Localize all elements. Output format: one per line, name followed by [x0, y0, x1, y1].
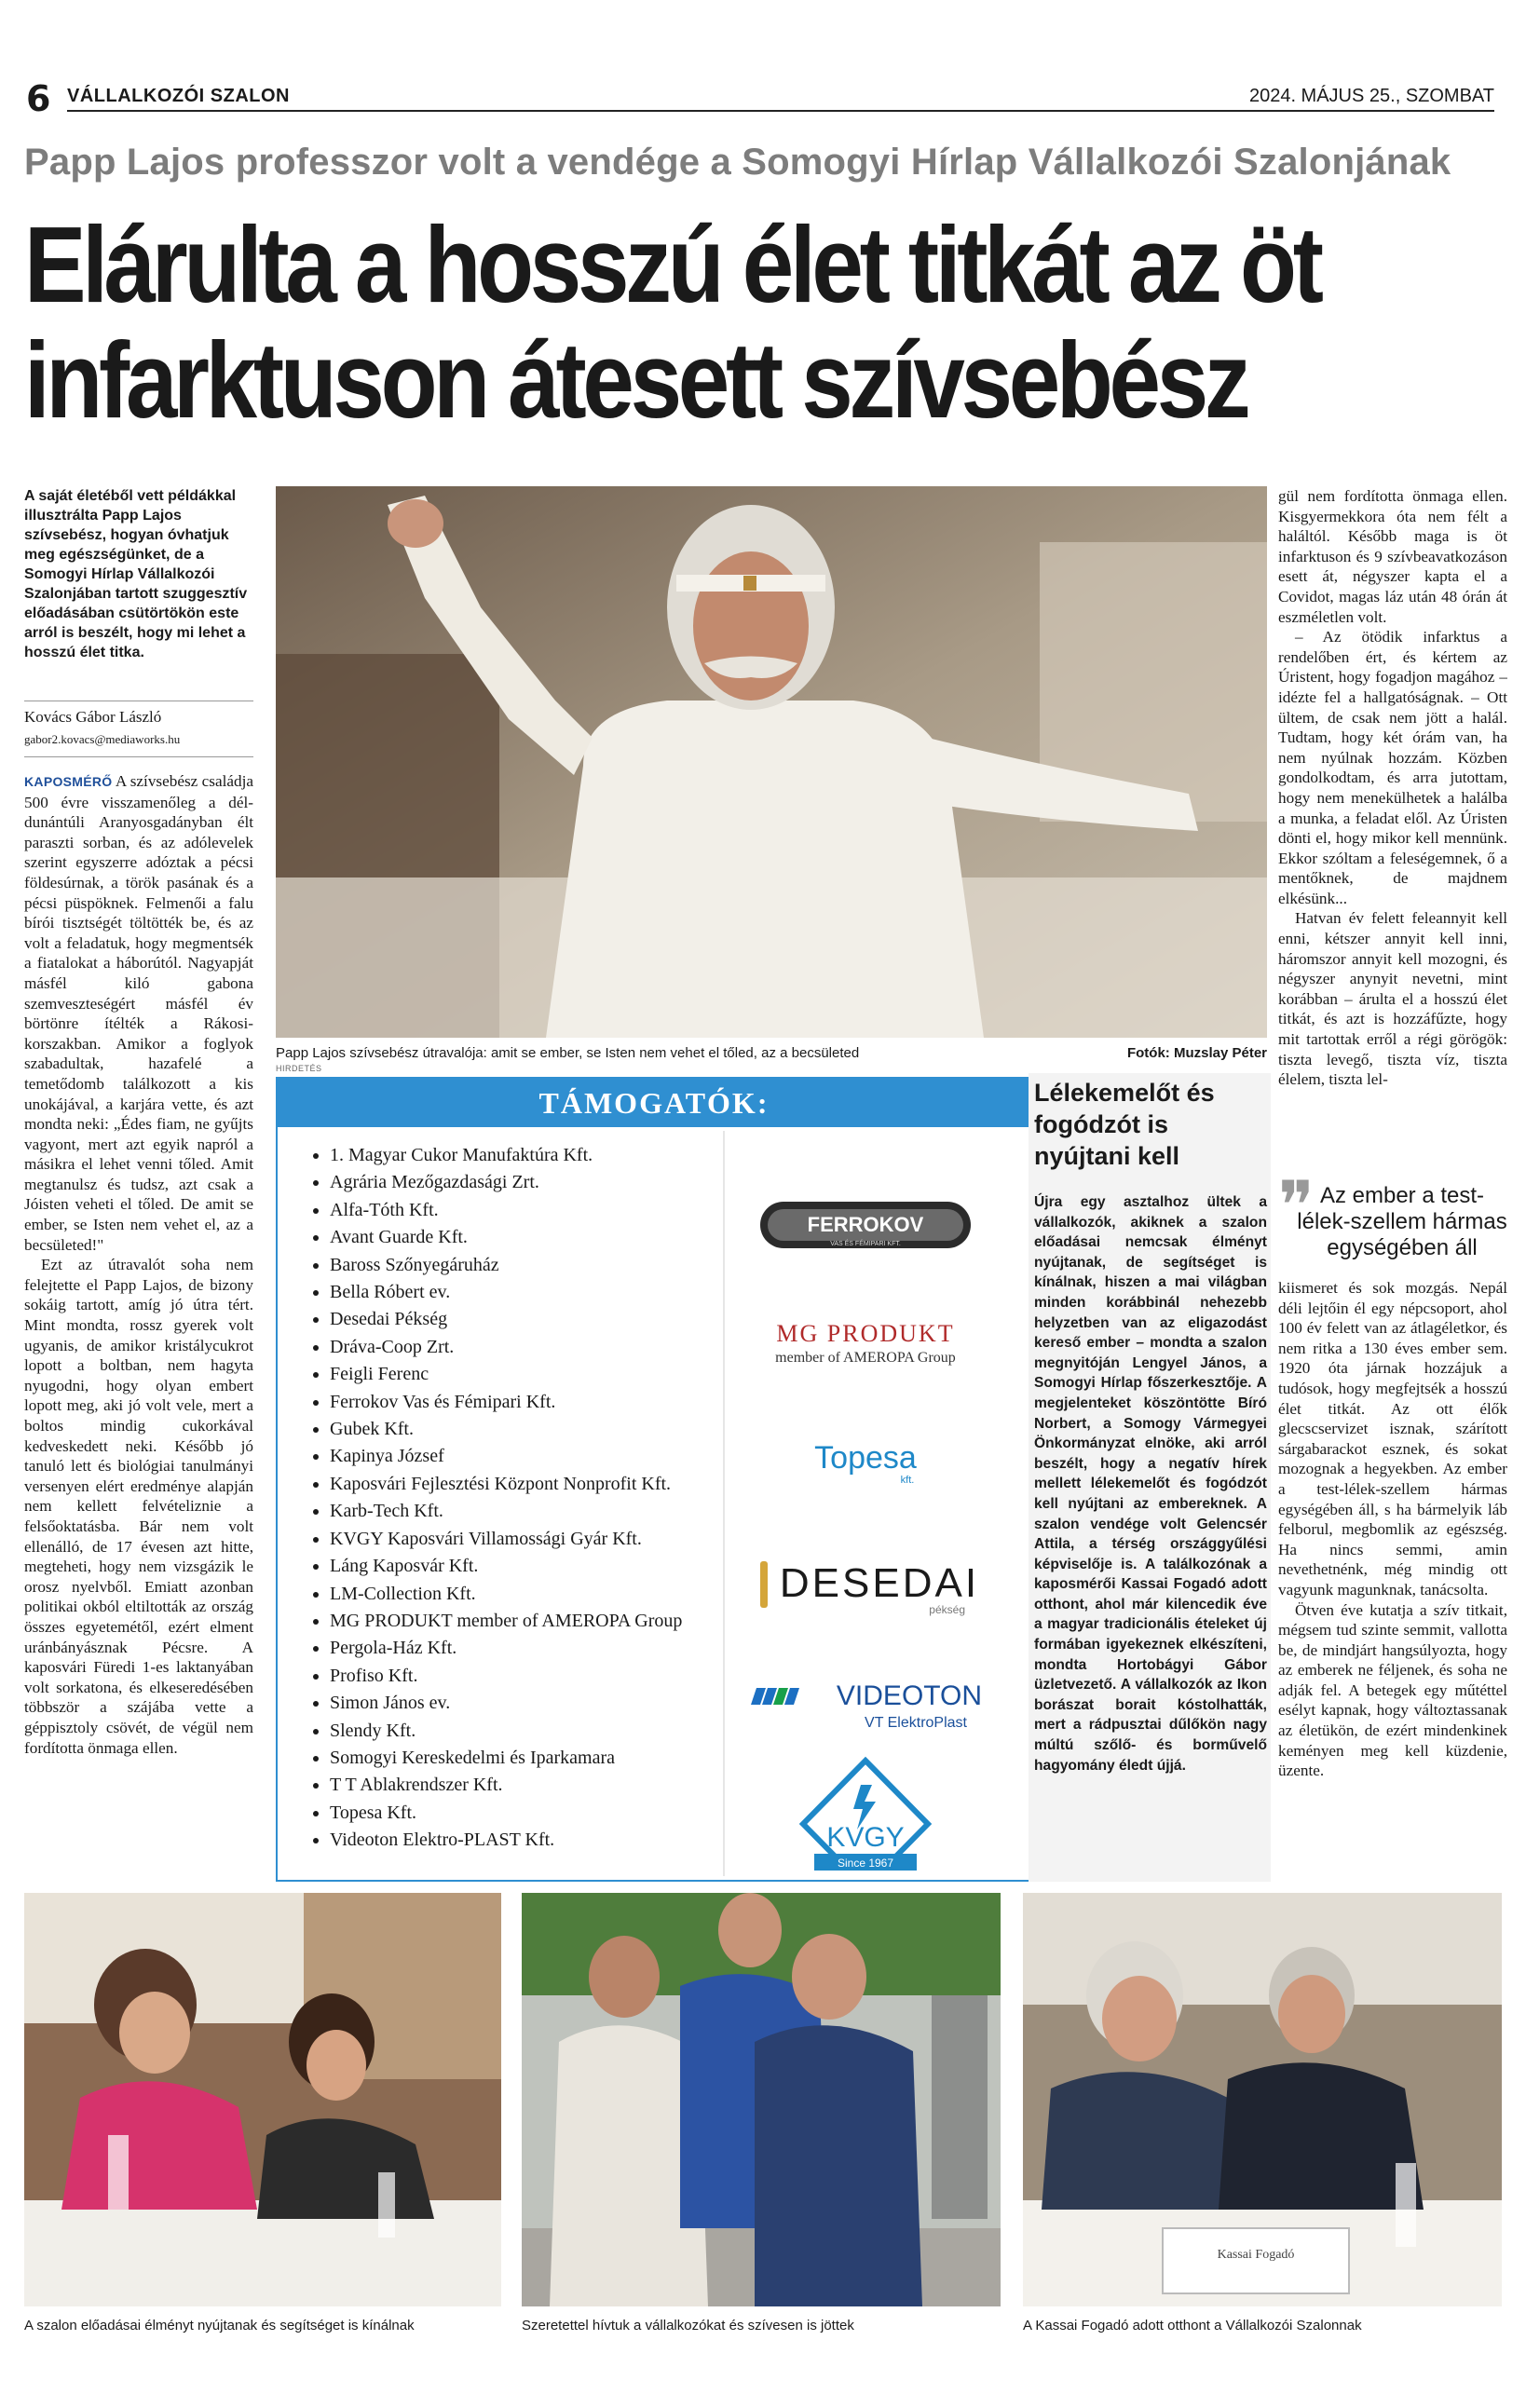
bottom-photo-3 — [1023, 1893, 1502, 2306]
headline — [24, 204, 1320, 441]
sponsor-item: • Agrária Mezőgazdasági Zrt. — [330, 1169, 740, 1196]
bottom-photo-2-caption: Szeretettel hívtuk a vállalkozókat és szívesen is jöttek — [522, 2318, 854, 2333]
bottom-photo-1-image — [24, 1893, 501, 2306]
article-paragraph: Hatvan év felett feleannyit kell enni, kétszer annyit kell inni, háromszor annyit kell mozogni, és négyszer anynyit nevetni, mint korábban – árulta el a hosszú élet titkát, és azt is hozzáfűzte, hogy mit tartottak erről a régi görögök: tiszta levegő, tiszta víz, tiszta élelem, tiszta lel- — [1278, 909, 1507, 1089]
pull-quote-text: Az ember a test-lélek-szellem hármas egységében áll — [1297, 1183, 1507, 1260]
desedai-logo — [760, 1560, 979, 1616]
sponsor-item: • Ferrokov Vas és Fémipari Kft. — [330, 1389, 740, 1416]
sponsor-item: • LM-Collection Kft. — [330, 1581, 740, 1608]
mg-produkt-text: MG PRODUKT — [776, 1320, 955, 1347]
ad-label: HIRDETÉS — [276, 1064, 322, 1073]
bottom-photo-3-caption: A Kassai Fogadó adott otthont a Vállalkozói Szalonnak — [1023, 2318, 1362, 2333]
sponsor-item: • Avant Guarde Kft. — [330, 1224, 740, 1251]
kvgy-sub: Since 1967 — [837, 1857, 894, 1870]
kvgy-logo — [803, 1761, 928, 1871]
pull-quote — [1278, 1166, 1507, 1261]
sponsor-item: • Pergola-Ház Kft. — [330, 1635, 740, 1662]
sponsor-item: • Baross Szőnyegáruház — [330, 1252, 740, 1279]
issue-date: 2024. MÁJUS 25., SZOMBAT — [1248, 86, 1494, 106]
section-title: VÁLLALKOZÓI SZALON — [67, 86, 290, 106]
article-paragraph: Ötven éve kutatja a szív titkait, mégsem tud szinte semmit, vallotta be, de mindjárt hangsúlyozta, hogy az emberek ne féljenek, és soha ne adják fel. A betegek egy műtéttel esélyt kapnak, hogy változtassanak az életükön, de ezért mindenkinek keményen meg kell küzdenie, üzente. — [1278, 1600, 1507, 1780]
dateline: KAPOSMÉRŐ — [24, 774, 113, 789]
sponsor-item: • Karb-Tech Kft. — [330, 1498, 740, 1525]
headline-line-2: infarktuson átesett szívsebész — [24, 320, 1247, 441]
article-paragraph: gül nem fordította önmaga ellen. Kisgyermekkora óta nem félt a haláltól. Később maga is öt infarktuson és 9 szívbeavatkozáson esett át, négyszer kapta el a Covidot, magas láz után 48 órán át eszméletlen volt. — [1278, 487, 1507, 626]
topesa-text: Topesa — [814, 1440, 917, 1476]
bottom-photo-1-caption: A szalon előadásai élményt nyújtanak és segítséget is kínálnak — [24, 2318, 415, 2333]
sponsor-item: • T T Ablakrendszer Kft. — [330, 1772, 740, 1799]
main-photo-image — [276, 486, 1267, 1038]
photo-credit: Fotók: Muzslay Péter — [1126, 1045, 1267, 1061]
header-rule — [67, 110, 1494, 112]
topesa-logo — [814, 1440, 917, 1486]
sponsor-item: • Kapinya József — [330, 1443, 740, 1470]
kicker: Papp Lajos professzor volt a vendége a Somogyi Hírlap Vállalkozói Szalonjának — [24, 142, 1451, 183]
article-paragraph: kiismeret és sok mozgás. Nepál déli lejtőin él egy népcsoport, ahol 100 év felett van az átlagéletkor, és nem ritka a 130 éves ember sem. 1920 óta járnak hozzájuk a tudósok, hogy megfejtsék a hosszú élet titkát. Az ott élők glecscservizet isznak, szárított sárgabarackot esznek, és sokat mozognak a hegyekben. Az ember a test-lélek-szellem hármas egységében áll, s ha bármelyik láb felborul, megbomlik az egészség. Ha nincs semmi, amin nevethetnénk, még mindig ott vagyunk magunknak, tanácsolta. — [1278, 1279, 1507, 1599]
quote-mark-icon: ❞ — [1278, 1166, 1315, 1245]
mg-produkt-sub: member of AMEROPA Group — [775, 1350, 956, 1366]
byline-author: Kovács Gábor László — [24, 708, 162, 726]
headline-line-1: Elárulta a hosszú élet titkát az öt — [24, 204, 1320, 325]
sponsor-item: • Somogyi Kereskedelmi és Iparkamara — [330, 1745, 740, 1772]
article-paragraph: Ezt az útravalót soha nem felejtette el Papp Lajos, de bizony sokáig tartott, amíg jó útra tért. Mint mondta, rossz gyerek volt ugyanis, de amikor kristálycukrot lopott a boltban, nem hagyta nyugodni, hogy olyan embert lopott meg, aki jó volt vele, mert a boltos mindig cukorkával kedveskedett neki. Később jó tanuló lett és biológiai tanulmányi versenyen elért eredménye alapján nem kellett felvételiznie a felsőoktatásba. Bár nem volt ellenálló, de 17 évesen azt hitte, megteheti, hogy nem vizsgázik le orosz nyelvből. Emiatt azonban politikai okból eltiltották az ország összes egyetemétől, ezért elment uránbányásznak Pécsre. A kaposvári Füredi 1-es laktanyában volt sorkatona, és elkeseredésében többször a szájába vette a géppisztoly csövét, de végül nem fordította önmaga ellen. — [24, 1256, 253, 1757]
byline-email[interactable]: gabor2.kovacs@mediaworks.hu — [24, 732, 181, 746]
byline-divider — [24, 756, 253, 757]
sponsor-logos — [734, 1135, 1019, 1871]
sponsor-item: • MG PRODUKT member of AMEROPA Group — [330, 1608, 740, 1635]
sponsor-title: TÁMOGATÓK: — [278, 1079, 1030, 1127]
sponsor-item: • Kaposvári Fejlesztési Központ Nonprofit Kft. — [330, 1471, 740, 1498]
bottom-photo-1 — [24, 1893, 501, 2306]
sponsor-item: • 1. Magyar Cukor Manufaktúra Kft. — [330, 1142, 740, 1169]
sponsor-item: • Videoton Elektro-PLAST Kft. — [330, 1827, 740, 1854]
table-card-text: Kassai Fogadó — [1217, 2248, 1295, 2262]
ferrokov-text: FERROKOV — [807, 1213, 924, 1236]
sponsor-list — [296, 1142, 740, 1855]
sponsor-item: • Bella Róbert ev. — [330, 1279, 740, 1306]
mg-produkt-logo — [775, 1320, 956, 1366]
sponsor-item: • Profiso Kft. — [330, 1663, 740, 1690]
sponsor-item: • Feigli Ferenc — [330, 1361, 740, 1388]
desedai-text: DESEDAI — [779, 1560, 980, 1606]
sponsor-item: • Simon János ev. — [330, 1690, 740, 1717]
kvgy-text: KVGY — [826, 1822, 905, 1853]
page-number: 6 — [26, 78, 51, 119]
videoton-logo — [751, 1680, 982, 1731]
bottom-photo-2 — [522, 1893, 1001, 2306]
videoton-text: VIDEOTON — [836, 1680, 983, 1711]
sidebar-text: Újra egy asztalhoz ültek a vállalkozók, akiknek a szalon előadásai nemcsak élményt nyújtanak, de segítséget is kínálnak, hiszen a mai világban minden korábbinál nehezebb helyzetben van az eligazodást kereső ember – mondta a szalon megnyitóján Lengyel János, a Somogyi Hírlap főszerkesztője. A megjelenteket köszöntötte Bíró Norbert, a Somogy Vármegyei Önkormányzat elnöke, aki arról beszélt, hogy a negatív hírek mellett lélekemelőt és fogódzót kell nyújtani az embereknek. A szalon vendége volt Gelencsér Attila, a térség országgyűlési képviselője is. A találkozónak a kaposmérői Kassai Fogadó adott otthont, ahol már kilencedik éve a magyar tradicionális ételeket új formában igyekeznek elkészíteni, mondta Hortobágyi Gábor üzletvezető. A vállalkozók az Ikon borászat borait kóstolhatták, mert a rádpusztai dűlőkön nagy múltú szőlő- és borművelő hagyomány éledt újjá. — [1034, 1194, 1267, 1774]
main-photo-caption: Papp Lajos szívsebész útravalója: amit se ember, se Isten nem vehet el tőled, az a becsületed — [276, 1045, 860, 1061]
sponsor-item: • KVGY Kaposvári Villamossági Gyár Kft. — [330, 1526, 740, 1553]
sponsor-item: • Gubek Kft. — [330, 1416, 740, 1443]
sponsor-divider — [723, 1131, 725, 1876]
bottom-photo-2-image — [522, 1893, 1001, 2306]
sponsor-item: • Topesa Kft. — [330, 1800, 740, 1827]
desedai-sub: pékség — [929, 1603, 965, 1616]
sponsor-item: • Slendy Kft. — [330, 1718, 740, 1745]
sponsor-item: • Desedai Pékség — [330, 1306, 740, 1333]
videoton-sub: VT ElektroPlast — [865, 1715, 967, 1731]
ferrokov-logo — [760, 1202, 971, 1248]
sponsor-box — [276, 1077, 1032, 1882]
sidebar-title: Lélekemelőt és fogódzót is nyújtani kell — [1034, 1079, 1215, 1170]
ferrokov-sub: VAS ÉS FÉMIPARI KFT. — [830, 1241, 901, 1247]
topesa-sub: kft. — [900, 1475, 915, 1486]
sponsor-item: • Alfa-Tóth Kft. — [330, 1197, 740, 1224]
article-paragraph: – Az ötödik infarktus a rendelőben ért, és kértem az Úristent, hogy fogadjon magához – idézte fel a hallgatóságnak. – Ott ültem, de csak nem jött a halál. Tudtam, hogy két órám van, ha nem nyúlnak hozzám. Közben gondolkodtam, és arra jutottam, hogy nem menekülhetek a halálba a munka, a feladat elől. Az Úristen dönti el, hogy mikor kell mennünk. Ekkor szóltam a feleségemnek, ő a mentőknek, de majdnem elkésünk... — [1278, 628, 1507, 907]
article-column-1 — [24, 771, 253, 1889]
sponsor-item: • Láng Kaposvár Kft. — [330, 1553, 740, 1580]
sponsor-item: • Dráva-Coop Zrt. — [330, 1334, 740, 1361]
main-photo — [276, 486, 1267, 1038]
article-column-right-top — [1278, 486, 1507, 1176]
lead-paragraph: A saját életéből vett példákkal illusztrálta Papp Lajos szívsebész, hogyan óvhatjuk meg egészségünket, de a Somogyi Hírlap Vállalkozói Szalonjában tartott szuggesztív előadásában csütörtökön este arról is beszélt, hogy mi lehet a hosszú élet titka. — [24, 488, 248, 660]
article-paragraph: A szívsebész családja 500 évre visszamenőleg a dél-dunántúli Aranyosgadányban élt paraszti sorban, és az adólevelek szerint egyszerre adóztak a pécsi földesúrnak, a török pasának és a pécsi püspöknek. Felmenői a falu bírói tisztségét töltötték be, és az volt a feladatuk, hogy megmentsék a fiatalokat a háborútól. Nagyapját másfél kiló gabona szemveszteségért másfél év börtönre ítélték a Rákosi-korszakban. Amikor a foglyok szabadultak, hazafelé a temetődomb találkozott a kis unokájával, a karjára vette, és azt mondta neki: „Édes fiam, ne gyűjts vagyont, mert azt egyik napról a másikra el lehet venni tőled. Amit megtanulsz és tudsz, azt csak a Jóisten veheti el tőled. De amit se ember, se Isten nem vehet el, az a becsületed!" — [24, 772, 253, 1254]
article-column-right-bottom — [1278, 1278, 1507, 1884]
bottom-photo-3-image — [1023, 1893, 1502, 2306]
